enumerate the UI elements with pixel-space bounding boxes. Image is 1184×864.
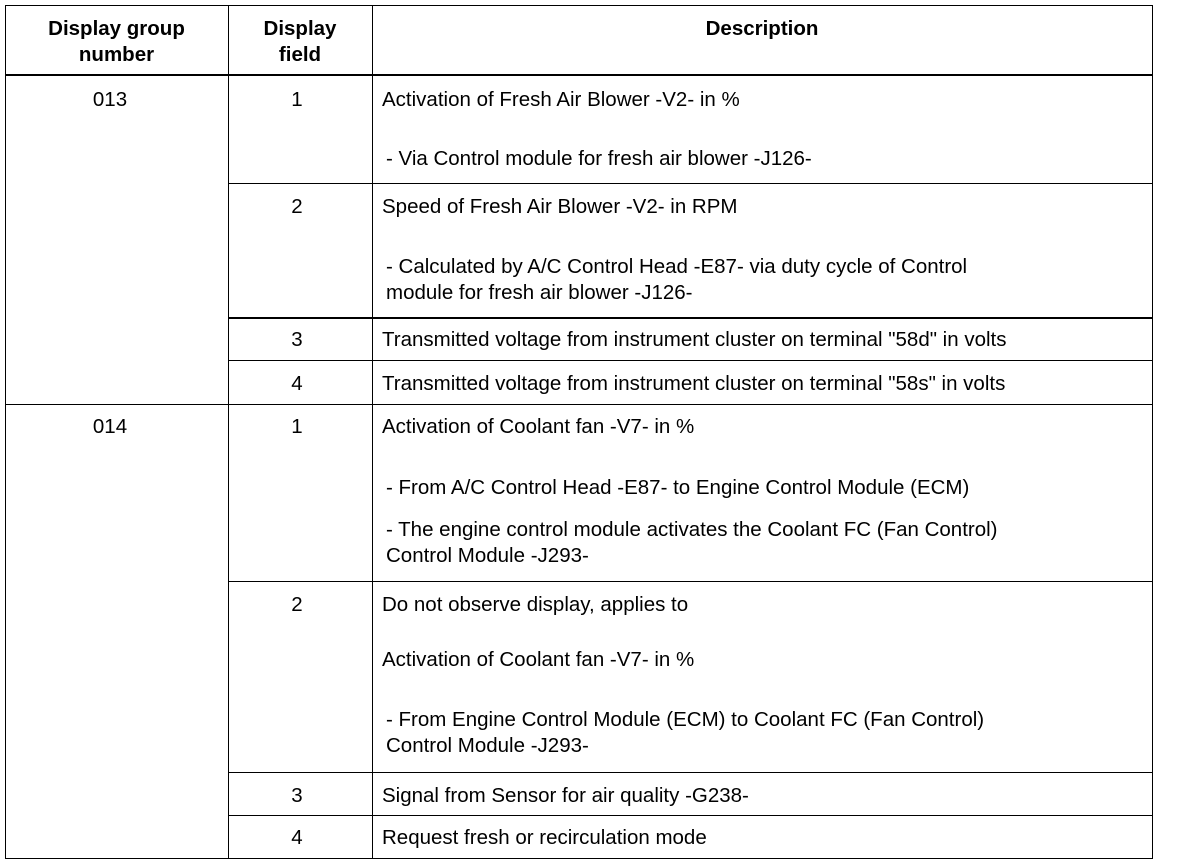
row-divider [228, 815, 1153, 816]
row-divider [228, 772, 1153, 773]
table-top-border [5, 5, 1153, 6]
display-field: 2 [291, 195, 303, 218]
description-line: Control Module -J293- [386, 544, 589, 567]
display-field: 4 [291, 372, 303, 395]
row-divider [228, 317, 1153, 319]
description-line: Speed of Fresh Air Blower -V2- in RPM [382, 195, 738, 218]
description-line: Do not observe display, applies to [382, 593, 689, 616]
group-number: 014 [92, 415, 128, 438]
header-description: Description [705, 17, 819, 40]
header-group-number-line1: Display group [48, 17, 185, 40]
display-field: 1 [291, 88, 303, 111]
description-line: - Calculated by A/C Control Head -E87- via duty cycle of Control [386, 255, 968, 278]
description-line: Transmitted voltage from instrument cluster on terminal "58d" in volts [382, 328, 1007, 351]
description-line: - Via Control module for fresh air blower -J126- [386, 147, 812, 170]
group-divider [5, 404, 1153, 405]
description-line: Transmitted voltage from instrument cluster on terminal "58s" in volts [382, 372, 1006, 395]
row-divider [228, 581, 1153, 582]
header-display-field-line2: field [278, 43, 322, 66]
row-divider [228, 360, 1153, 361]
description-line: - From Engine Control Module (ECM) to Coolant FC (Fan Control) [386, 708, 985, 731]
description-line: - The engine control module activates the Coolant FC (Fan Control) [386, 518, 998, 541]
header-group-number-line2: number [78, 43, 155, 66]
group-number: 013 [92, 88, 128, 111]
display-field: 1 [291, 415, 303, 438]
description-line: module for fresh air blower -J126- [386, 281, 693, 304]
table-bottom-border [5, 858, 1153, 859]
column-divider [372, 5, 373, 859]
display-field: 4 [291, 826, 303, 849]
description-line: Activation of Coolant fan -V7- in % [382, 415, 695, 438]
description-line: Signal from Sensor for air quality -G238- [382, 784, 749, 807]
description-line: Activation of Coolant fan -V7- in % [382, 648, 695, 671]
display-field: 3 [291, 328, 303, 351]
header-bottom-border [5, 74, 1153, 76]
header-display-field-line1: Display [263, 17, 337, 40]
description-line: Control Module -J293- [386, 734, 589, 757]
description-line: Request fresh or recirculation mode [382, 826, 707, 849]
display-field: 2 [291, 593, 303, 616]
display-field: 3 [291, 784, 303, 807]
description-line: Activation of Fresh Air Blower -V2- in % [382, 88, 740, 111]
description-line: - From A/C Control Head -E87- to Engine Control Module (ECM) [386, 476, 970, 499]
row-divider [228, 183, 1153, 184]
table-right-border [1152, 5, 1153, 859]
